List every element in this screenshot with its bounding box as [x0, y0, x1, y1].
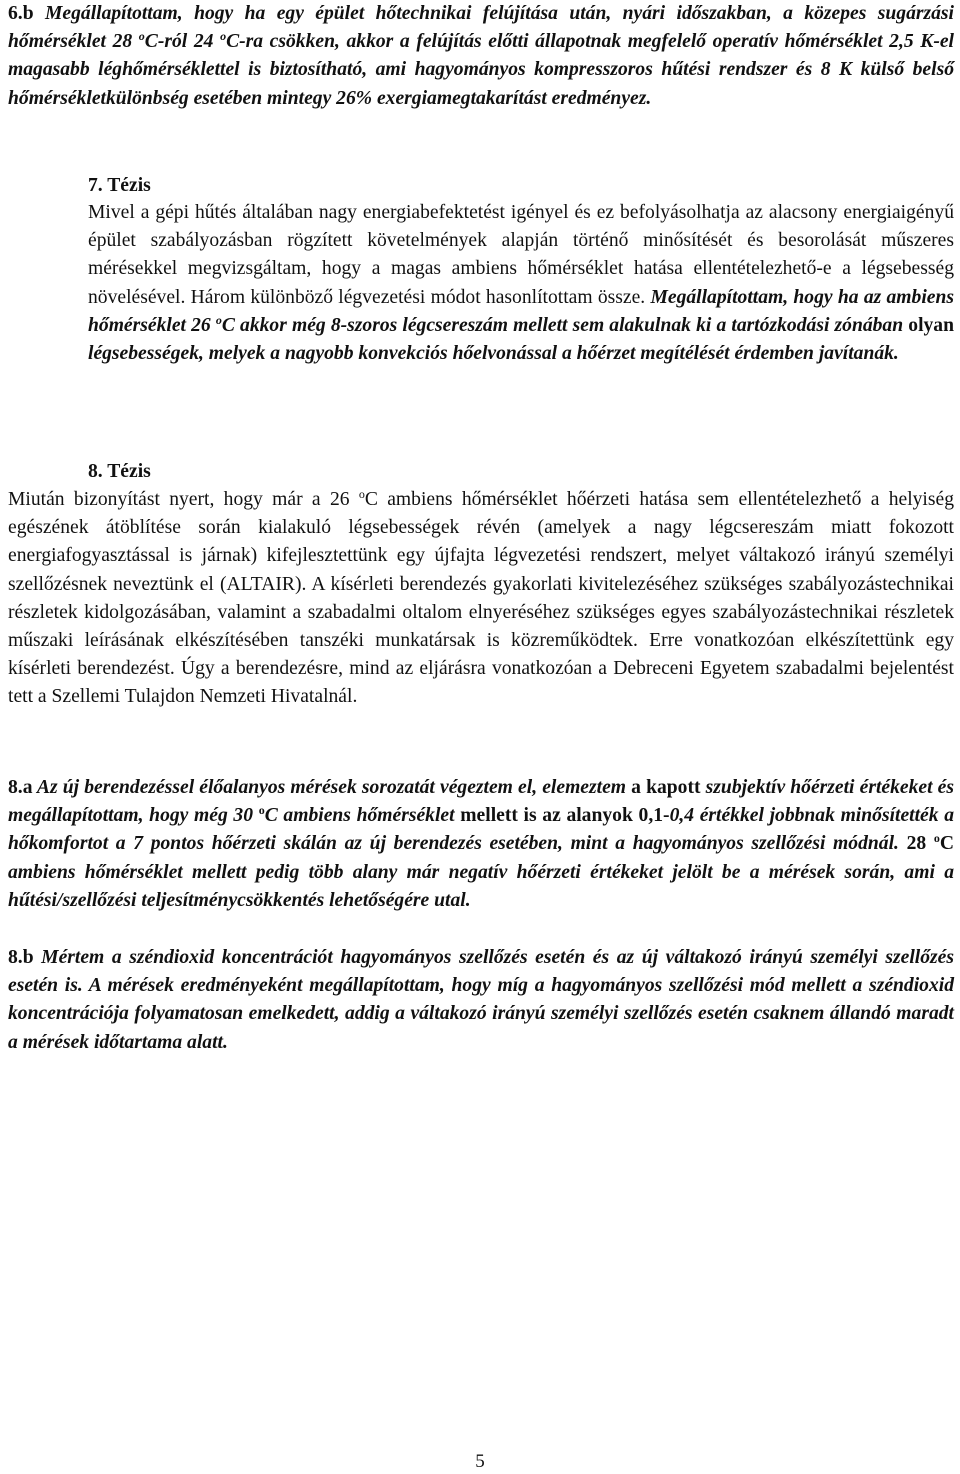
thesis-8-heading: 8. Tézis — [88, 461, 151, 482]
thesis-8-paragraph: Miután bizonyítást nyert, hogy már a 26 $^o$C ambiens hőmérséklet hőérzeti hatása sem ellentételezhető a helyiség egészének átöblítése során kialakuló légsebességek révén (amelyek a nagy légcsereszám miatt fokozott energiafogyasztással is járnak) kifejlesztettünk egy újfajta légvezetési rendszert, melyet váltakozó irányú személyi szellőzésnek neveztünk el (ALTAIR). A kísérleti berendezés gyakorlati kivitelezéséhez szükséges szabályozástechnikai részletek kidolgozásában, valamint a szabadalmi oltalom elnyeréséhez szükséges egyes szabályozástechnikai részletek műszaki leírásának elkészítésében tanszéki munkatársak is közreműködtek. Erre vonatkozóan elkészítettünk egy kísérleti berendezést. Úgy a berendezésre, mind az eljárásra vonatkozóan a Debreceni Egyetem szabadalmi bejelentést tett a Szellemi Tulajdon Nemzeti Hivatalnál. — [8, 487, 954, 708]
thesis-8a-paragraph: 8.a Az új berendezéssel élőalanyos mérések sorozatát végeztem el, elemeztem a kapott szubjektív hőérzeti értékeket és megállapítottam, hogy még 30 $^o$C ambiens hőmérséklet mellett is az alanyok 0,1-0,4 értékkel jobbnak minősítették a hőkomfortot a 7 pontos hőérzeti skálán az új berendezés esetében, mint a hagyományos szellőzési módnál. 28 $^o$C ambiens hőmérséklet mellett pedig több alany már negatív hőérzeti értékeket jelölt be a mérések során, ami a hűtési/szellőzési teljesítménycsökkentés lehetőségére utal. — [8, 777, 954, 911]
thesis-7-body: Mivel a gépi hűtés általában nagy energiabefektetést igényel és ez befolyásolhatja az alacsony energiaigényű épület szabályozásban rögzített követelmények alapján történő minősítését és besorolását műszeres mérésekkel megvizsgáltam, hogy a magas ambiens hőmérséklet hatása ellentételezhető-e a légsebesség növelésével. Három különböző légvezetési módot hasonlítottam össze. — [88, 202, 954, 308]
thesis-7-heading: 7. Tézis — [88, 175, 151, 196]
thesis-8b-number: 8.b — [8, 947, 34, 968]
thesis-6b-number: 6.b — [8, 3, 34, 24]
page-number: 5 — [475, 1451, 485, 1472]
thesis-6b-text: Megállapítottam, hogy ha egy épület hőtechnikai felújítása után, nyári időszakban, a közepes sugárzási hőmérséklet 28 $^o$C-ról 24 $^o$C-ra csökken, akkor a felújítás előtti állapotnak megfelelő operatív hőmérséklet 2,5 K-el magasabb léghőmérséklettel is biztosítható, ami hagyományos kompresszoros hűtési rendszer és 8 K külső belső hőmérsékletkülönbség esetében mintegy 26% exergiamegtakarítást eredményez. — [8, 3, 954, 109]
thesis-6b-paragraph — [8, 0, 954, 113]
thesis-7-finding: Megállapítottam, hogy ha az ambiens hőmérséklet 26 $^o$C akkor még 8-szoros légcsereszám mellett sem alakulnak ki a tartózkodási zónában olyan légsebességek, melyek a nagyobb konvekciós hőelvonással a hőérzet megítélését érdemben javítanák. — [88, 286, 954, 365]
thesis-8a-number: 8.a — [8, 777, 33, 798]
thesis-7-paragraph — [8, 199, 954, 368]
thesis-8b-paragraph: 8.b Mértem a széndioxid koncentrációt hagyományos szellőzés esetén és az új váltakozó irányú személyi szellőzés esetén is. A mérések eredményeként megállapítottam, hogy míg a hagyományos szellőzési mód mellett a széndioxid koncentrációja folyamatosan emelkedett, addig a váltakozó irányú személyi szellőzés esetén csaknem állandó maradt a mérések időtartama alatt. — [8, 947, 954, 1053]
